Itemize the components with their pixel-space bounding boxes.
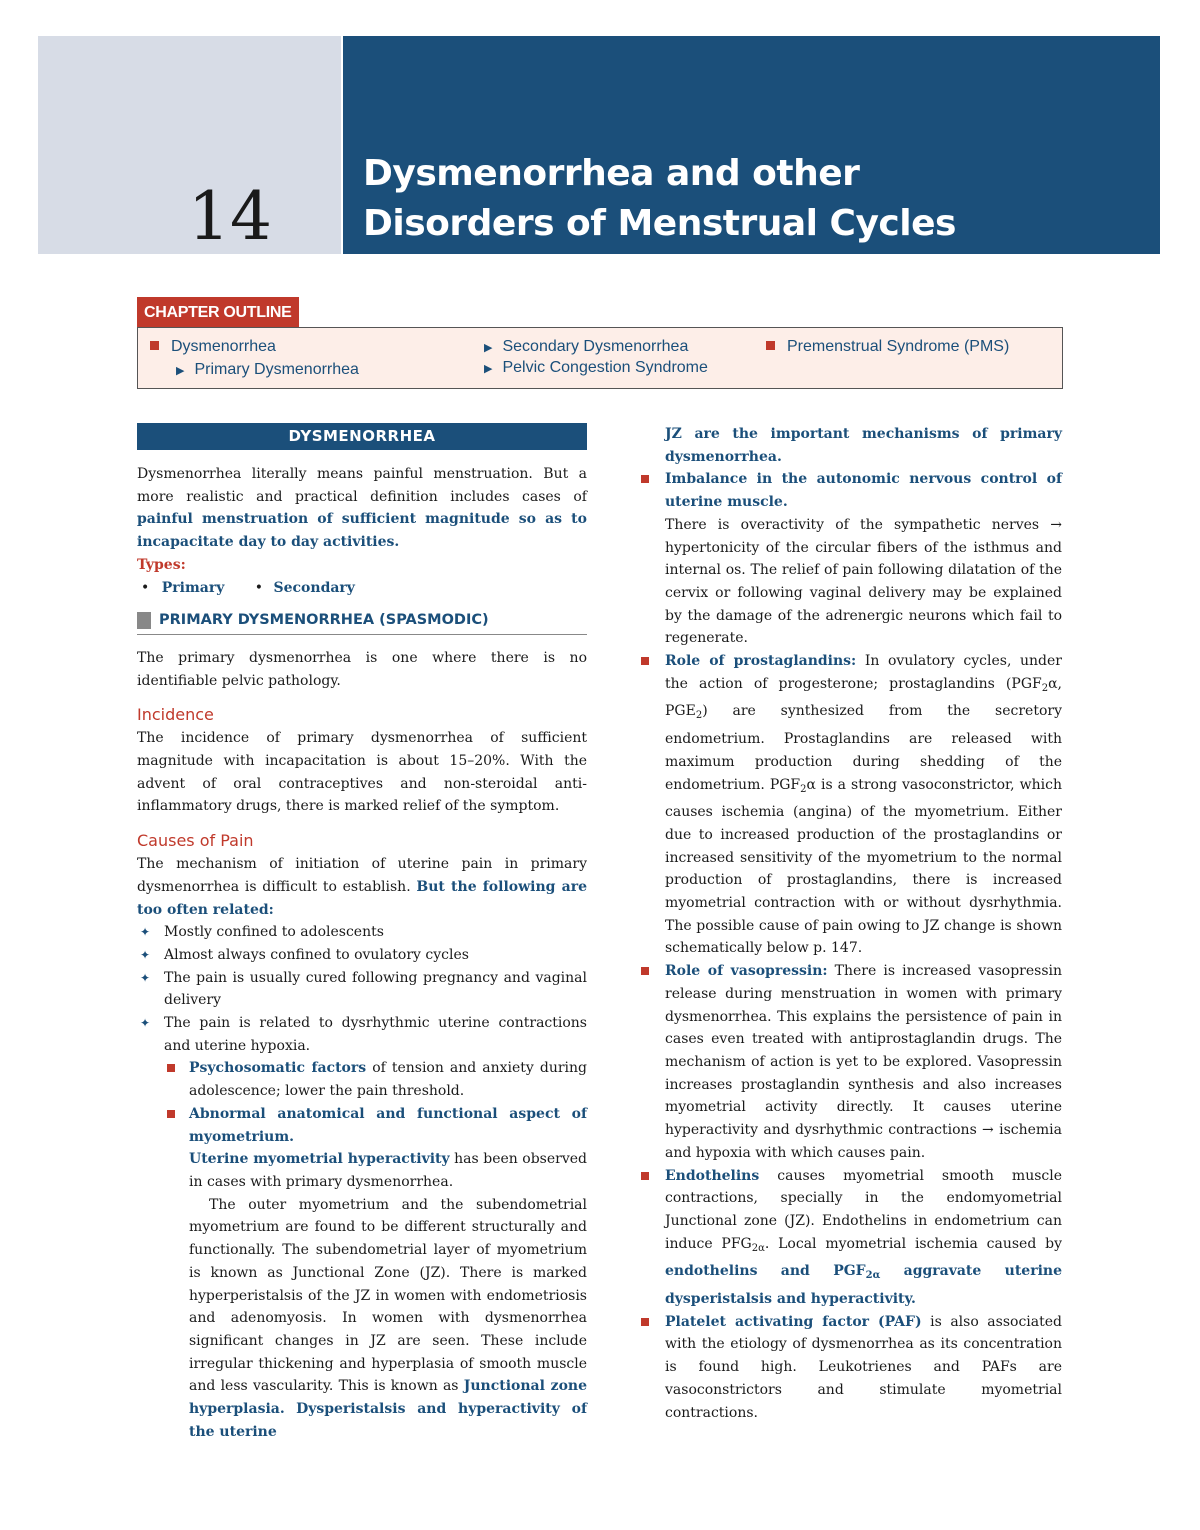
subsection-title: PRIMARY DYSMENORRHEA (SPASMODIC) [137, 609, 587, 635]
diamond-bullet-icon: ✦ [140, 947, 151, 962]
chapter-title-box [343, 36, 1160, 254]
chapter-title-line2: Disorders of Menstrual Cycles [363, 203, 956, 244]
bullet-dot-icon: • [141, 579, 150, 596]
chapter-number: 14 [188, 178, 272, 255]
section-title: DYSMENORRHEA [137, 423, 587, 450]
intro-paragraph: Dysmenorrhea literally means painful menstruation. But a more realistic and practical definition includes cases of painful menstruation of sufficient magnitude so as to incapacitate day to day activities. [137, 466, 587, 551]
continued-text: JZ are the important mechanisms of primary dysmenorrhea. [665, 426, 1062, 465]
types-label: Types: [137, 556, 186, 573]
outline-item-pelvic[interactable]: ▶ Pelvic Congestion Syndrome [484, 359, 708, 376]
chapter-title [363, 149, 956, 249]
square-bullet-icon [167, 1110, 175, 1118]
right-column [638, 423, 1062, 1424]
chapter-header [38, 36, 1160, 254]
list-item-autonomic: Imbalance in the autonomic nervous control of uterine muscle. There is overactivity of the sympathetic nerves → hypertonicity of the circular fibers of the isthmus and internal os. The relief of pain following dilatation of the cervix or following vaginal delivery may be explained by the damage of the adrenergic neurons which fail to regenerate. [638, 468, 1062, 650]
primary-definition: The primary dysmenorrhea is one where there is no identifiable pelvic pathology. [137, 649, 587, 689]
outline-item-dysmenorrhea[interactable]: Dysmenorrhea [150, 337, 276, 357]
chapter-outline-label: CHAPTER OUTLINE [137, 297, 299, 328]
diamond-bullet-icon: ✦ [140, 970, 151, 985]
incidence-heading: Incidence [137, 705, 214, 725]
bullet-dot-icon: • [254, 579, 264, 596]
list-item-vasopressin: Role of vasopressin: There is increased vasopressin release during menstruation in women with primary dysmenorrhea. This explains the persistence of pain in cases even treated with antiprostaglandin drugs. The mechanism of action is yet to be explored. Vasopressin increases prostaglandin synthesis and also increases myometrial activity directly. It causes uterine hyperactivity and dysrhythmic contractions → ischemia and hypoxia with which causes pain. [638, 960, 1062, 1164]
square-bullet-icon [641, 967, 649, 975]
square-bullet-icon [641, 1172, 649, 1180]
list-item-psychosomatic: Psychosomatic factors of tension and anxiety during adolescence; lower the pain threshold. [164, 1057, 587, 1102]
list-item: ✦ The pain is usually cured following pregnancy and vaginal delivery [137, 967, 587, 1012]
chapter-outline-box [137, 327, 1063, 389]
list-item-paf: Platelet activating factor (PAF) is also associated with the etiology of dysmenorrhea as its concentration is found high. Leukotrienes and PAFs are vasoconstrictors and stimulate myometrial contractions. [638, 1311, 1062, 1425]
list-item-endothelins: Endothelins causes myometrial smooth muscle contractions, specially in the endomyometrial Junctional zone (JZ). Endothelins in endometrium can induce $PFG_{2\alpha}$. Local myometrial ischemia caused by endothelins and $PGF_{2\alpha}$ aggravate uterine dysperistalsis and hyperactivity. [638, 1165, 1062, 1311]
chapter-title-line1: Dysmenorrhea and other [363, 153, 860, 194]
type-primary: Primary [161, 579, 225, 596]
outline-item-secondary[interactable]: ▶ Secondary Dysmenorrhea [484, 338, 689, 355]
list-item: ✦ Almost always confined to ovulatory cycles [137, 944, 587, 967]
type-secondary: Secondary [273, 579, 355, 596]
incidence-paragraph: The incidence of primary dysmenorrhea of sufficient magnitude with incapacitation is about 15–20%. With the advent of oral contraceptives and non-steroidal anti-inflammatory drugs, there is marked relief of the symptom. [137, 730, 587, 815]
square-bullet-icon [641, 1318, 649, 1326]
causes-heading: Causes of Pain [137, 831, 254, 851]
square-bullet-icon [641, 657, 649, 665]
types-list [137, 577, 587, 600]
outline-item-primary[interactable]: ▶ Primary Dysmenorrhea [176, 361, 359, 378]
list-item-prostaglandins: Role of prostaglandins: In ovulatory cycles, under the action of progesterone; prostaglandins ($PGF_2\alpha$, $PGE_2$) are synthesized from the secretory endometrium. Prostaglandins are released with maximum production during shedding of the endometrium. $PGF_2\alpha$ is a strong vasoconstrictor, which causes ischemia (angina) of the myometrium. Either due to increased production of the prostaglandins or increased sensitivity of the myometrium to the normal production of prostaglandins, there is increased myometrial contraction with or without dysrhythmia. The possible cause of pain owing to JZ change is shown schematically below p. 147. [638, 650, 1062, 960]
list-item-abnormal: Abnormal anatomical and functional aspect of myometrium. Uterine myometrial hyperactivity has been observed in cases with primary dysmenorrhea. The outer myometrium and the subendometrial myometrium are found to be different structurally and functionally. The subendometrial layer of myometrium is known as Junctional Zone (JZ). There is marked hyperperistalsis of the JZ in women with endometriosis and adenomyosis. In women with dysmenorrhea significant changes in JZ are seen. These include irregular thickening and hyperplasia of smooth muscle and less vascularity. This is known as Junctional zone hyperplasia. Dysperistalsis and hyperactivity of the uterine [164, 1103, 587, 1444]
triangle-bullet-icon: ▶ [484, 342, 493, 354]
left-column [137, 423, 587, 1443]
list-item: ✦ The pain is related to dysrhythmic uterine contractions and uterine hypoxia. [137, 1012, 587, 1057]
square-bullet-icon [641, 475, 649, 483]
diamond-bullet-icon: ✦ [140, 1016, 151, 1031]
causes-paragraph: The mechanism of initiation of uterine pain in primary dysmenorrhea is difficult to establish. But the following are too often related: [137, 856, 587, 918]
outline-item-pms[interactable]: Premenstrual Syndrome (PMS) [766, 337, 1009, 357]
triangle-bullet-icon: ▶ [176, 365, 185, 377]
uterine-paragraph: Uterine myometrial hyperactivity has been observed in cases with primary dysmenorrhea. [189, 1151, 588, 1190]
list-item: ✦ Mostly confined to adolescents [137, 921, 587, 944]
diamond-bullet-icon: ✦ [140, 925, 151, 940]
triangle-bullet-icon: ▶ [484, 363, 493, 375]
section-block-icon [137, 612, 151, 629]
square-bullet-icon [167, 1064, 175, 1072]
square-bullet-icon [150, 341, 159, 350]
outer-paragraph: The outer myometrium and the subendometrial myometrium are found to be different structurally and functionally. The subendometrial layer of myometrium is known as Junctional Zone (JZ). There is marked hyperperistalsis of the JZ in women with endometriosis and adenomyosis. In women with dysmenorrhea significant changes in JZ are seen. These include irregular thickening and hyperplasia of smooth muscle and less vascularity. This is known as Junctional zone hyperplasia. Dysperistalsis and hyperactivity of the uterine [189, 1196, 587, 1440]
square-bullet-icon [766, 341, 775, 350]
chapter-number-box [38, 36, 341, 254]
